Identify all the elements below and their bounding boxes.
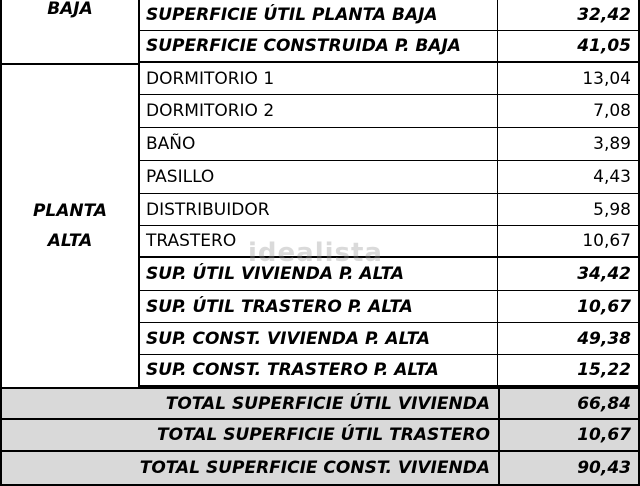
row-value: 49,38 (498, 323, 640, 354)
row-label: SUP. ÚTIL VIVIENDA P. ALTA (140, 258, 498, 290)
row-value: 10,67 (498, 226, 640, 256)
row-value: 41,05 (498, 31, 640, 61)
total-label: TOTAL SUPERFICIE ÚTIL VIVIENDA (2, 389, 500, 418)
row-value: 3,89 (498, 128, 640, 160)
total-value: 66,84 (500, 389, 640, 418)
row-label: DISTRIBUIDOR (140, 194, 498, 225)
row-value: 5,98 (498, 194, 640, 225)
total-value: 90,43 (500, 452, 640, 484)
row-label: DORMITORIO 2 (140, 95, 498, 127)
group-label-baja: BAJA (47, 0, 93, 19)
watermark: idealista (248, 238, 383, 268)
total-label: TOTAL SUPERFICIE ÚTIL TRASTERO (2, 420, 500, 450)
row-label: SUPERFICIE ÚTIL PLANTA BAJA (140, 0, 498, 30)
total-label: TOTAL SUPERFICIE CONST. VIVIENDA (2, 452, 500, 484)
table-row (140, 128, 640, 161)
table-row (140, 323, 640, 355)
table-row (140, 258, 640, 291)
table-row (140, 0, 640, 31)
row-label: SUP. ÚTIL TRASTERO P. ALTA (140, 291, 498, 322)
row-value: 34,42 (498, 258, 640, 290)
group-planta-alta (0, 63, 140, 387)
table-row (140, 194, 640, 226)
table-row (140, 291, 640, 323)
group-label-alta: ALTA (47, 231, 93, 251)
table-row (140, 226, 640, 258)
table-row (140, 31, 640, 63)
row-label: BAÑO (140, 128, 498, 160)
total-row (0, 452, 640, 486)
total-row (0, 387, 640, 420)
table-row (140, 95, 640, 128)
row-value: 13,04 (498, 63, 640, 94)
row-label: SUPERFICIE CONSTRUIDA P. BAJA (140, 31, 498, 61)
table-row (140, 161, 640, 194)
group-label-planta: PLANTA (32, 201, 108, 221)
row-label: PASILLO (140, 161, 498, 193)
row-label: DORMITORIO 1 (140, 63, 498, 94)
table-row (140, 355, 640, 387)
total-row (0, 420, 640, 452)
total-value: 10,67 (500, 420, 640, 450)
row-value: 15,22 (498, 355, 640, 385)
row-label: SUP. CONST. TRASTERO P. ALTA (140, 355, 498, 385)
group-planta-baja (0, 0, 140, 64)
row-value: 7,08 (498, 95, 640, 127)
row-label: TRASTERO (140, 226, 498, 256)
row-label: SUP. CONST. VIVIENDA P. ALTA (140, 323, 498, 354)
row-value: 10,67 (498, 291, 640, 322)
row-value: 4,43 (498, 161, 640, 193)
row-value: 32,42 (498, 0, 640, 30)
table-row (140, 63, 640, 95)
